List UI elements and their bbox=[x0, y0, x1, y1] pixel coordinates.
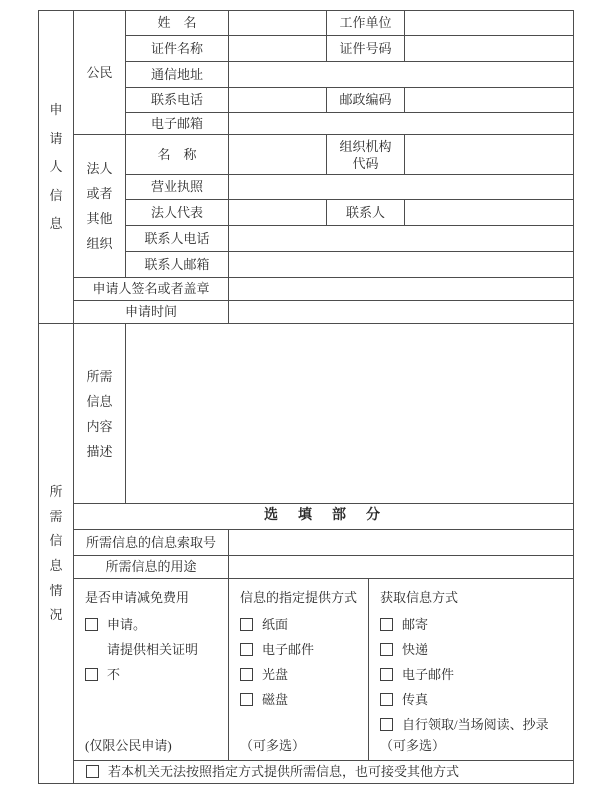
fee-waiver-column bbox=[74, 579, 229, 760]
checkbox-option-paper bbox=[240, 612, 364, 637]
label-work-unit: 工作单位 bbox=[327, 11, 405, 36]
vertical-char: 息 bbox=[49, 216, 63, 232]
vertical-char: 所 bbox=[49, 484, 63, 500]
checkbox-option-disk bbox=[240, 687, 364, 712]
label-contact: 联系人 bbox=[327, 200, 405, 226]
option-label: 纸面 bbox=[262, 616, 289, 632]
label-index-number: 所需信息的信息索取号 bbox=[74, 530, 229, 556]
vertical-char: 请 bbox=[49, 130, 63, 146]
provide-method-title: 信息的指定提供方式 bbox=[240, 590, 358, 605]
checkbox-icon bbox=[85, 618, 98, 631]
checkbox-icon bbox=[86, 765, 99, 778]
vertical-char: 信 bbox=[49, 187, 63, 203]
vertical-char: 申 bbox=[49, 102, 63, 118]
label-content-description bbox=[74, 324, 126, 504]
group-label-legal-entity bbox=[74, 135, 126, 278]
option-label: 快递 bbox=[402, 641, 429, 657]
option-continuation bbox=[85, 637, 224, 662]
checkbox-option-cd bbox=[240, 662, 364, 687]
checkbox-option-mail bbox=[380, 612, 569, 637]
option-label: 电子邮件 bbox=[262, 641, 315, 657]
checkbox-option-email bbox=[240, 637, 364, 662]
checkbox-icon bbox=[380, 618, 393, 631]
option-label: 请提供相关证明 bbox=[107, 641, 199, 657]
value-id-number bbox=[405, 36, 574, 62]
label-postcode: 邮政编码 bbox=[327, 88, 405, 113]
checkbox-icon bbox=[380, 668, 393, 681]
label-id-number: 证件号码 bbox=[327, 36, 405, 62]
application-form-table bbox=[38, 10, 574, 784]
label-org-code bbox=[327, 135, 405, 175]
fee-waiver-title: 是否申请减免费用 bbox=[85, 590, 190, 605]
value-postcode bbox=[405, 88, 574, 113]
option-label: 不 bbox=[107, 666, 121, 682]
value-legal-rep bbox=[229, 200, 327, 226]
checkbox-icon bbox=[240, 643, 253, 656]
value-org-name bbox=[229, 135, 327, 175]
checkbox-icon bbox=[240, 618, 253, 631]
option-label: 申请。 bbox=[107, 616, 147, 632]
option-label: 光盘 bbox=[262, 666, 289, 682]
checkbox-option-pickup bbox=[380, 712, 569, 737]
obtain-method-note: （可多选） bbox=[380, 738, 446, 753]
label-org-code-line: 代码 bbox=[352, 155, 379, 171]
options-area bbox=[74, 579, 574, 761]
value-address bbox=[229, 62, 574, 88]
label-legal-rep: 法人代表 bbox=[126, 200, 229, 226]
provide-method-note: （可多选） bbox=[240, 738, 306, 753]
label-phone: 联系电话 bbox=[126, 88, 229, 113]
group-label-line: 法人 bbox=[86, 161, 113, 176]
checkbox-option-no bbox=[85, 662, 224, 687]
provide-method-column bbox=[229, 579, 369, 760]
group-label-line: 组织 bbox=[86, 236, 113, 251]
obtain-method-title: 获取信息方式 bbox=[380, 590, 459, 605]
checkbox-option-fax bbox=[380, 687, 569, 712]
vertical-char: 需 bbox=[49, 508, 63, 524]
checkbox-icon bbox=[380, 693, 393, 706]
checkbox-placeholder bbox=[85, 643, 98, 656]
group-label-line: 或者 bbox=[86, 186, 113, 201]
checkbox-icon bbox=[240, 668, 253, 681]
group-label-citizen: 公民 bbox=[74, 11, 126, 135]
value-contact bbox=[405, 200, 574, 226]
group-label-line: 其他 bbox=[86, 211, 113, 226]
option-label: 传真 bbox=[402, 691, 429, 707]
checkbox-option-express bbox=[380, 637, 569, 662]
label-org-name: 名 称 bbox=[126, 135, 229, 175]
value-email bbox=[229, 113, 574, 135]
checkbox-icon bbox=[380, 718, 393, 731]
fee-waiver-note: (仅限公民申请) bbox=[85, 738, 172, 753]
vertical-char: 息 bbox=[49, 558, 63, 573]
label-org-code-line: 组织机构 bbox=[339, 138, 392, 154]
value-apply-time bbox=[229, 301, 574, 324]
label-signature: 申请人签名或者盖章 bbox=[74, 278, 229, 301]
value-purpose bbox=[229, 556, 574, 579]
checkbox-option-other-method bbox=[74, 763, 573, 781]
section-header-needed-info bbox=[39, 324, 74, 784]
label-contact-email: 联系人邮箱 bbox=[126, 252, 229, 278]
checkbox-icon bbox=[85, 668, 98, 681]
label-email: 电子邮箱 bbox=[126, 113, 229, 135]
optional-section-header: 选 填 部 分 bbox=[74, 504, 574, 530]
vertical-char: 信 bbox=[49, 533, 63, 549]
label-line: 信息 bbox=[86, 393, 113, 409]
vertical-char: 人 bbox=[49, 159, 63, 175]
value-id-type bbox=[229, 36, 327, 62]
value-name bbox=[229, 11, 327, 36]
option-label: 邮寄 bbox=[402, 616, 429, 632]
checkbox-icon bbox=[240, 693, 253, 706]
option-label: 若本机关无法按照指定方式提供所需信息，也可接受其他方式 bbox=[108, 764, 460, 780]
checkbox-icon bbox=[380, 643, 393, 656]
value-phone bbox=[229, 88, 327, 113]
obtain-method-column bbox=[369, 579, 573, 760]
value-license bbox=[229, 175, 574, 200]
fallback-method-row bbox=[74, 761, 574, 784]
value-org-code bbox=[405, 135, 574, 175]
value-work-unit bbox=[405, 11, 574, 36]
value-content-description bbox=[126, 324, 574, 504]
section-header-applicant-info bbox=[39, 11, 74, 324]
label-purpose: 所需信息的用途 bbox=[74, 556, 229, 579]
option-label: 电子邮件 bbox=[402, 666, 455, 682]
label-name: 姓 名 bbox=[126, 11, 229, 36]
checkbox-option-apply bbox=[85, 612, 224, 637]
option-label: 自行领取/当场阅读、抄录 bbox=[402, 716, 549, 732]
value-contact-email bbox=[229, 252, 574, 278]
label-license: 营业执照 bbox=[126, 175, 229, 200]
label-address: 通信地址 bbox=[126, 62, 229, 88]
option-label: 磁盘 bbox=[262, 691, 289, 707]
value-index-number bbox=[229, 530, 574, 556]
label-apply-time: 申请时间 bbox=[74, 301, 229, 324]
label-line: 内容 bbox=[86, 418, 113, 434]
vertical-char: 况 bbox=[49, 607, 63, 623]
label-contact-phone: 联系人电话 bbox=[126, 226, 229, 252]
value-signature bbox=[229, 278, 574, 301]
vertical-char: 情 bbox=[49, 582, 63, 598]
label-id-type: 证件名称 bbox=[126, 36, 229, 62]
checkbox-option-email bbox=[380, 662, 569, 687]
label-line: 所需 bbox=[86, 368, 113, 384]
label-line: 描述 bbox=[86, 443, 113, 459]
value-contact-phone bbox=[229, 226, 574, 252]
